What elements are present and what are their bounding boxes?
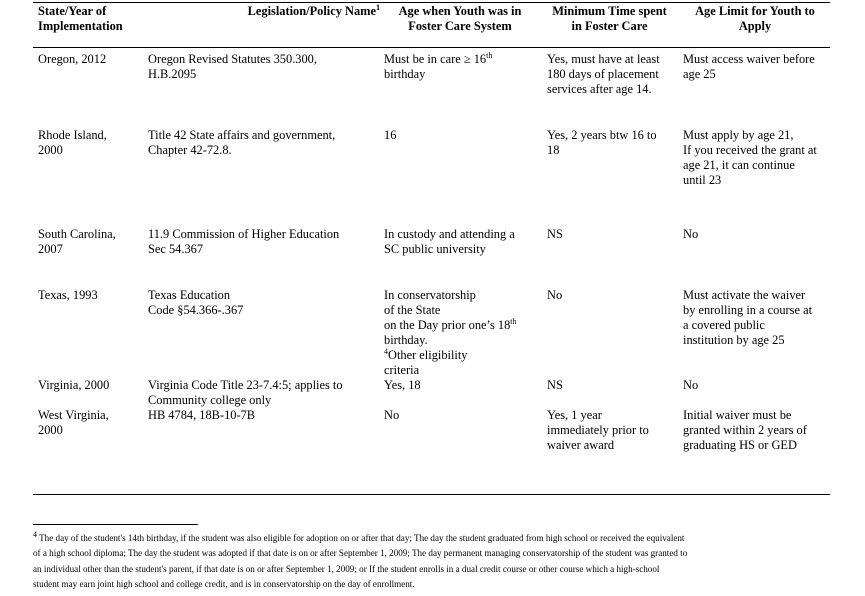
row-west-virginia-age: No [384,408,400,422]
row-oregon-state: Oregon, 2012 [38,52,107,66]
row-south-carolina-age: In custody and attending a SC public university [384,227,515,256]
row-texas-policy: Texas Education Code §54.366-.367 [148,288,244,317]
row-west-virginia-policy: HB 4784, 18B-10-7B [148,408,256,422]
row-virginia-age: Yes, 18 [384,378,421,392]
row-oregon-age: Must be in care ≥ 16th birthday [384,50,493,81]
header-limit: Age Limit for Youth to Apply [695,4,815,33]
table-top-rule [33,2,830,3]
row-west-virginia-limit: Initial waiver must be granted within 2 years of graduating HS or GED [683,408,807,452]
row-texas-state: Texas, 1993 [38,288,98,302]
header-state: State/Year of Implementation [38,4,123,33]
footnote-marker: 4 [33,529,37,539]
row-oregon-time: Yes, must have at least 180 days of placement services after age 14. [547,52,660,96]
row-south-carolina-policy: 11.9 Commission of Higher Education Sec 54.367 [148,227,340,256]
table-bottom-rule [33,494,830,495]
row-south-carolina-state: South Carolina, 2007 [38,227,116,256]
row-south-carolina-time: NS [547,227,563,241]
footnote: $^4$ The day of the student's 14th birthday, if the student was also eligible for adoption on or after that day; The day the student graduated from high school or received the equivalent of a high school diploma; The day the student was adopted if that date is on or after September 1, 2009; The day permanent managing conservatorship of the student was granted to an individual other than the student's parent, if that date is on or after September 1, 2009; or If the student enrolls in a dual credit course or other course which a high-school student may earn joint high school and college credit, and is in conservatorship on the day of enrollment. [33,529,688,590]
header-policy: Legislation/Policy Name$^1$ [247,2,380,18]
header-age: Age when Youth was in Foster Care System [398,4,522,33]
row-rhode-island-state: Rhode Island, 2000 [38,128,107,157]
row-texas-time: No [547,288,563,302]
row-south-carolina-limit: No [683,227,699,241]
row-oregon-policy: Oregon Revised Statutes 350.300, H.B.2095 [148,52,317,81]
footnote-rule [33,524,198,525]
row-rhode-island-policy: Title 42 State affairs and government, Chapter 42-72.8. [148,128,336,157]
row-rhode-island-limit: Must apply by age 21, If you received the grant at age 21, it can continue until 23 [683,128,817,187]
row-oregon-limit: Must access waiver before age 25 [683,52,815,81]
row-virginia-time: NS [547,378,563,392]
row-rhode-island-age: 16 [384,128,397,142]
header-bottom-rule [33,47,830,48]
row-west-virginia-state: West Virginia, 2000 [38,408,109,437]
row-virginia-limit: No [683,378,699,392]
row-texas-age: In conservatorship of the State on the Day prior one’s 18th birthday. $^4$Other eligibility criteria [384,288,517,377]
row-texas-limit: Must activate the waiver by enrolling in a course at a covered public institution by age 25 [683,288,813,347]
row-virginia-policy: Virginia Code Title 23-7.4:5; applies to Community college only [148,378,343,407]
row-west-virginia-time: Yes, 1 year immediately prior to waiver award [547,408,649,452]
row-rhode-island-time: Yes, 2 years btw 16 to 18 [547,128,657,157]
header-time: Minimum Time spent in Foster Care [552,4,667,33]
row-virginia-state: Virginia, 2000 [38,378,110,392]
